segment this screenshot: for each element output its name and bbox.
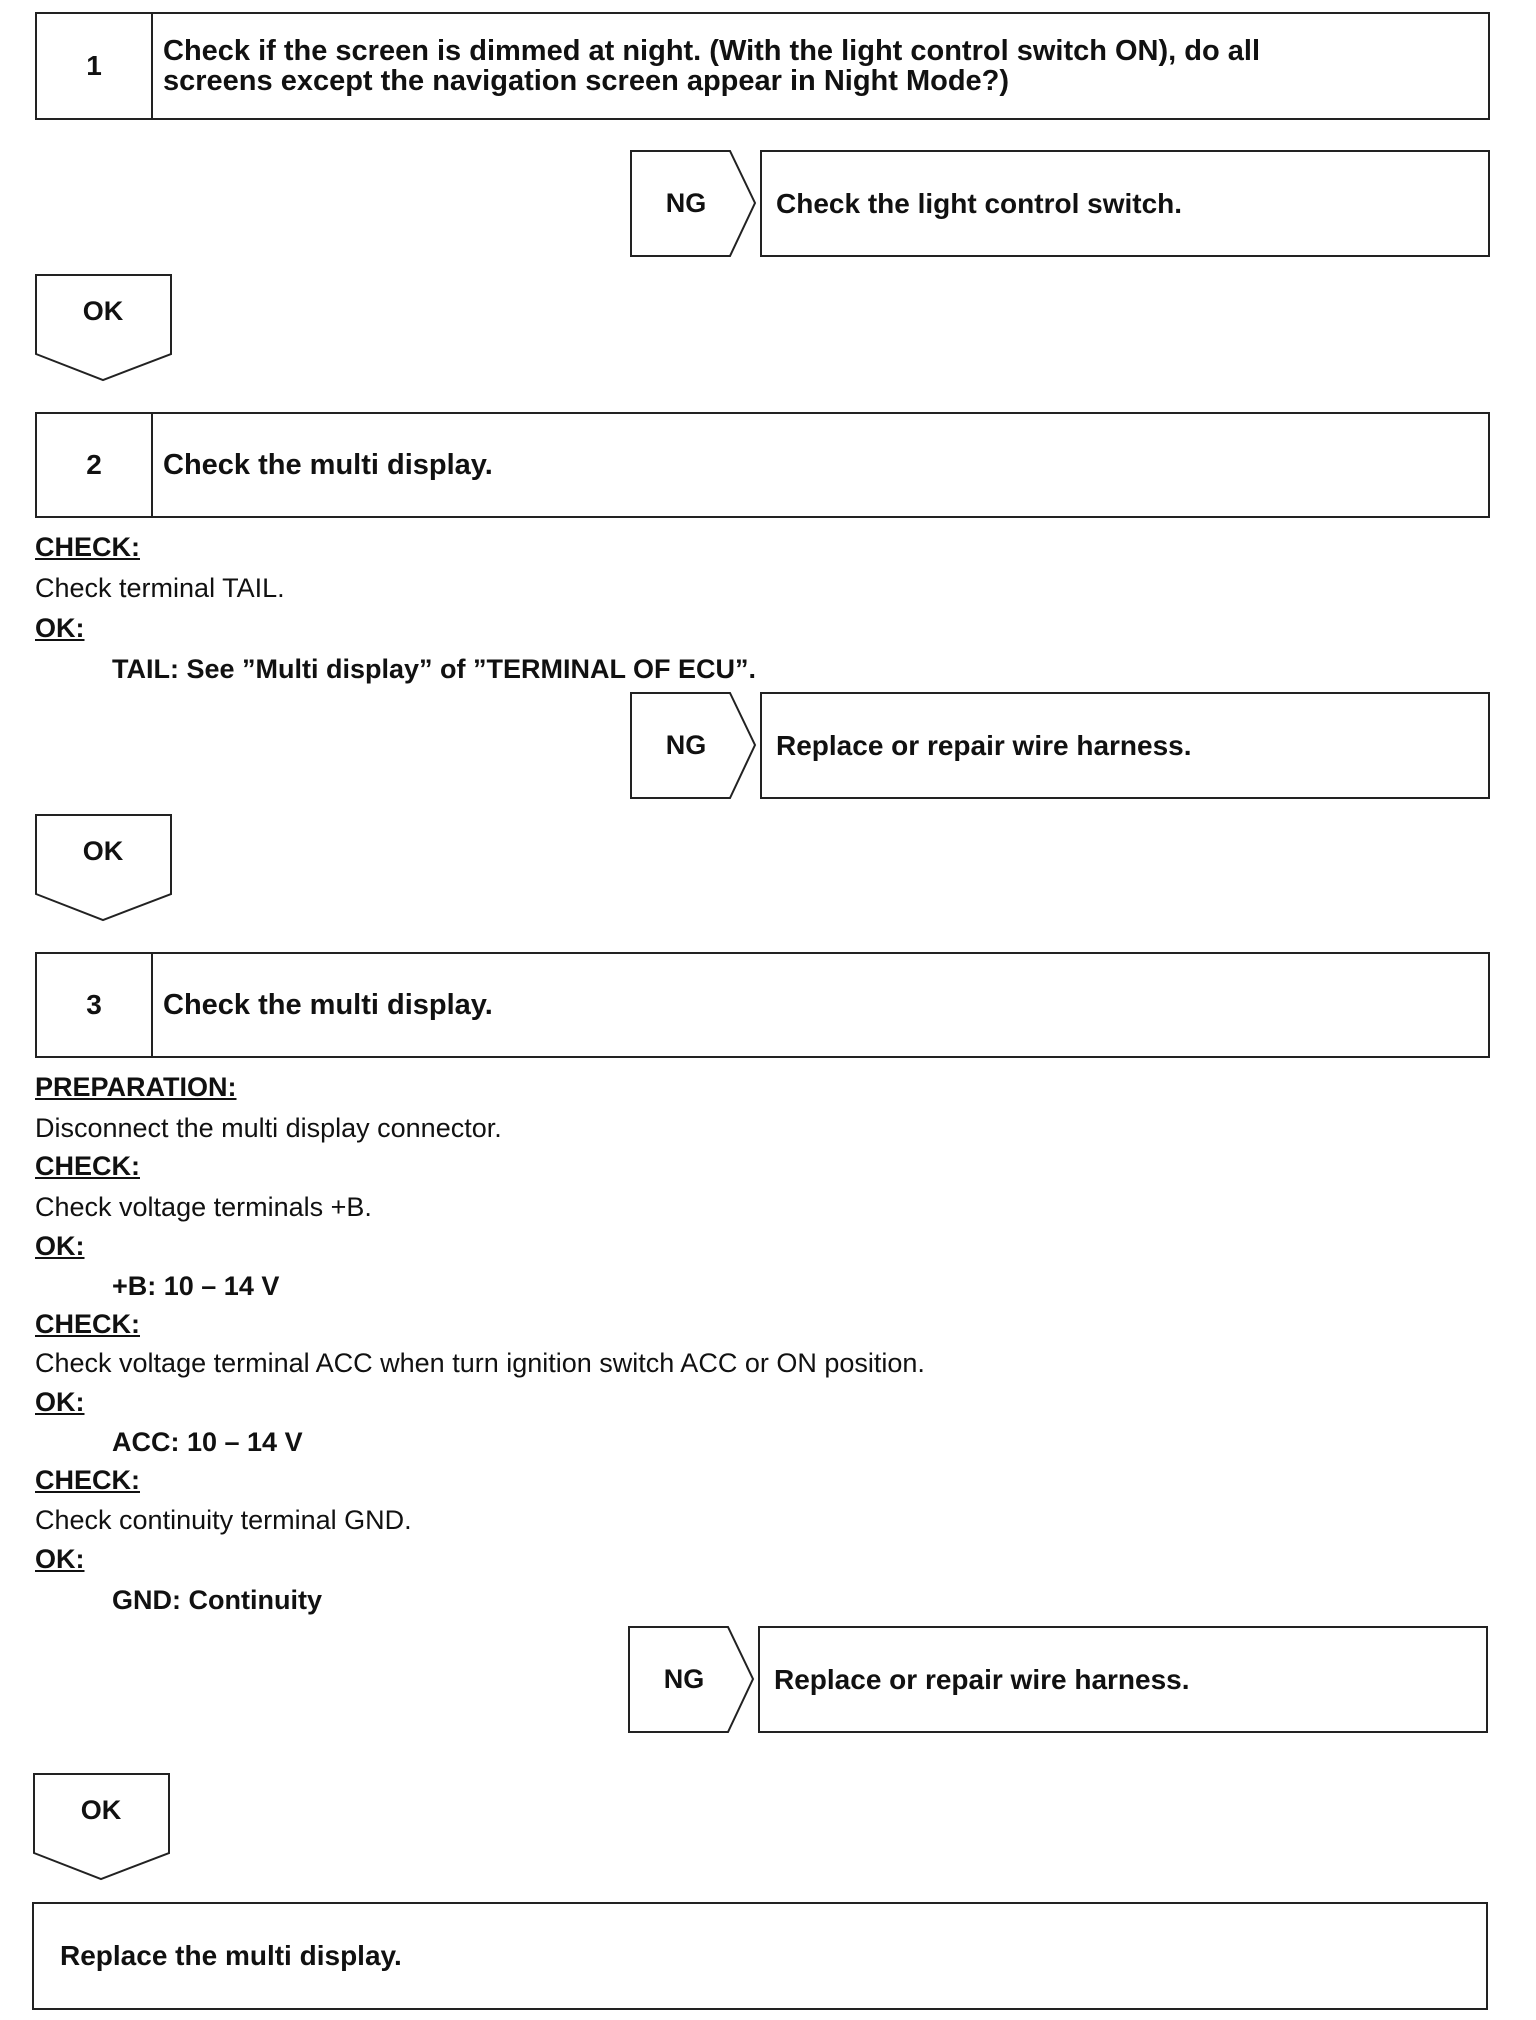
step-2-title: Check the multi display. [163, 449, 493, 481]
step-1-box [35, 12, 1490, 120]
step-1-ng-label: NG [665, 188, 707, 218]
step-3-check-3-text: Check continuity terminal GND. [35, 1505, 412, 1535]
step-3-check-3-ok-header: OK: [35, 1544, 85, 1574]
step-3-box [35, 952, 1490, 1058]
step-2-box [35, 412, 1490, 518]
step-2-ok-label: OK [82, 836, 124, 866]
step-3-check-3-spec: GND: Continuity [112, 1585, 322, 1615]
step-2-check-header: CHECK: [35, 532, 140, 562]
step-3-ng-action: Replace or repair wire harness. [758, 1626, 1488, 1733]
step-1-number: 1 [37, 14, 153, 118]
step-2-ok-arrow [35, 814, 173, 924]
step-1-ng-action: Check the light control switch. [760, 150, 1490, 257]
step-3-check-1-text: Check voltage terminals +B. [35, 1192, 372, 1222]
step-1-title-line2: screens except the navigation screen appear in Night Mode?) [163, 65, 1010, 97]
step-1-ng-tag [630, 150, 760, 257]
step-3-number: 3 [37, 954, 153, 1056]
step-2-ok-spec: TAIL: See ”Multi display” of ”TERMINAL OF ECU”. [112, 654, 757, 684]
step-2-ng-label: NG [665, 730, 707, 760]
step-3-ok-arrow [33, 1773, 171, 1883]
step-2-ng-tag [630, 692, 760, 799]
step-3-preparation-text: Disconnect the multi display connector. [35, 1113, 502, 1143]
step-1-title [163, 14, 1468, 118]
step-3-check-1-header: CHECK: [35, 1151, 140, 1181]
final-action-box: Replace the multi display. [32, 1902, 1488, 2010]
step-1-ok-arrow [35, 274, 173, 384]
step-2-check-text: Check terminal TAIL. [35, 573, 285, 603]
step-3-check-1-spec: +B: 10 – 14 V [112, 1271, 280, 1301]
step-3-ng-label: NG [663, 1664, 705, 1694]
step-3-check-2-text: Check voltage terminal ACC when turn ignition switch ACC or ON position. [35, 1348, 925, 1378]
step-2-ok-header: OK: [35, 613, 85, 643]
step-3-check-2-spec: ACC: 10 – 14 V [112, 1427, 303, 1457]
step-3-check-2-ok-header: OK: [35, 1387, 85, 1417]
step-2-ng-action: Replace or repair wire harness. [760, 692, 1490, 799]
step-2-number: 2 [37, 414, 153, 516]
step-3-check-2-header: CHECK: [35, 1309, 140, 1339]
step-3-check-1-ok-header: OK: [35, 1231, 85, 1261]
step-3-check-3-header: CHECK: [35, 1465, 140, 1495]
step-3-ok-label: OK [80, 1795, 122, 1825]
step-3-title: Check the multi display. [163, 989, 493, 1021]
step-1-ok-label: OK [82, 296, 124, 326]
step-1-title-line1: Check if the screen is dimmed at night. (With the light control switch ON), do all [163, 35, 1261, 67]
step-3-ng-tag [628, 1626, 758, 1733]
step-3-preparation-header: PREPARATION: [35, 1072, 237, 1102]
